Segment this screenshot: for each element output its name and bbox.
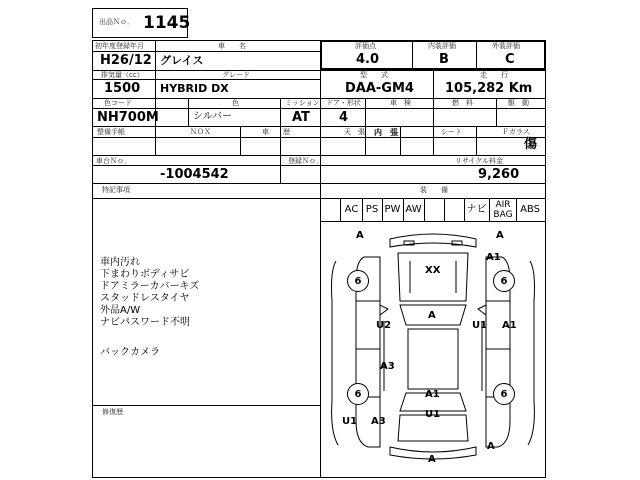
damage-trunk: A1 <box>425 389 440 400</box>
equip-aw: AW <box>405 204 422 215</box>
damage-roof: A <box>428 310 436 321</box>
damage-hood: XX <box>425 265 441 276</box>
displacement-value: 1500 <box>104 81 141 96</box>
label-registration-no: 登録Ｎｏ． <box>288 157 323 165</box>
equip-ac: AC <box>344 204 359 215</box>
damage-front-fender-right: A1 <box>486 252 501 263</box>
label-seat: シート <box>441 128 462 136</box>
remark-2: 下まわりボディサビ <box>100 269 190 280</box>
recycle-fee-value: 9,260 <box>478 167 520 182</box>
label-sunroof: 天 張 <box>344 128 365 136</box>
wheel-rear-right: 6 <box>493 383 515 405</box>
reg-year-value: H26/12 <box>100 53 152 68</box>
lot-number-box <box>92 8 191 38</box>
label-equipment: 装 備 <box>420 186 448 194</box>
doors-value: 4 <box>339 110 349 125</box>
label-remarks: 特記事項 <box>102 186 130 194</box>
damage-rear-left-1: U1 <box>342 416 358 427</box>
damage-rear-right: A <box>487 441 495 452</box>
damage-door-left: U2 <box>376 320 392 331</box>
damage-side-right: A1 <box>502 320 517 331</box>
equip-airbag: AIR BAG <box>493 200 513 220</box>
label-color: 色 <box>232 99 239 107</box>
label-doors: ドア・形状 <box>326 99 361 107</box>
label-nox: ＮＯＸ <box>190 128 211 136</box>
car-name-value: グレイス <box>160 54 204 67</box>
remark-1: 車内汚れ <box>100 257 140 268</box>
damage-rear-bumper: U1 <box>425 409 441 420</box>
lot-value: 1145 <box>143 13 191 33</box>
exterior-value: C <box>505 52 515 67</box>
equip-ps: PS <box>365 204 379 215</box>
equip-pw: PW <box>384 204 401 215</box>
remark-3: ドアミラーカバーキズ <box>100 281 200 292</box>
score-value: 4.0 <box>356 52 380 67</box>
label-manual: 整備手帳 <box>97 128 125 136</box>
color-value: シルバー <box>193 111 233 122</box>
label-grade: グレード <box>222 71 250 79</box>
label-color-code: 色コード <box>104 99 132 107</box>
label-mission: ミッション <box>285 99 320 107</box>
remark-5: 外品A/W <box>100 305 141 316</box>
equip-abs: ABS <box>520 204 540 215</box>
label-fglass: Ｆガラス <box>502 128 530 136</box>
wheel-rear-left: 6 <box>347 383 369 405</box>
mission-value: AT <box>292 110 310 125</box>
remark-7: バックカメラ <box>100 347 160 358</box>
label-chassis-no: 車台Ｎｏ． <box>96 157 131 165</box>
label-recycle-fee: リサイクル料金 <box>455 157 504 165</box>
mileage-value: 105,282 Km <box>445 81 533 96</box>
label-exterior: 外装評価 <box>492 42 520 50</box>
model-value: DAA-GM4 <box>345 81 414 96</box>
label-model: 型 式 <box>360 71 388 79</box>
label-inspection: 車 検 <box>390 99 411 107</box>
label-fuel: 燃 料 <box>452 99 473 107</box>
damage-front-right-top: A <box>496 230 504 241</box>
damage-front-left-top: A <box>356 230 364 241</box>
remark-4: スタッドレスタイヤ <box>100 293 190 304</box>
interior-value: B <box>439 52 449 67</box>
damage-rear-door-left: A3 <box>380 361 395 372</box>
wheel-front-left: 6 <box>347 270 369 292</box>
label-displacement: 排気量（cc） <box>101 71 144 79</box>
label-reg-year: 初年度登録年月 <box>95 42 144 50</box>
fglass-value: 傷 <box>524 137 538 152</box>
car-diagram <box>320 221 546 478</box>
label-history: 車 歴 <box>262 128 290 136</box>
label-repair-history: 修復歴 <box>102 408 123 416</box>
grade-value: HYBRID DX <box>160 82 229 95</box>
equip-navi: ナビ <box>466 204 487 215</box>
chassis-no-value: -1004542 <box>160 167 229 182</box>
label-mileage: 走 行 <box>480 71 508 79</box>
label-drive: 駆 動 <box>508 99 529 107</box>
label-car-name: 車 名 <box>218 42 246 50</box>
label-interior-trim: 内 張 <box>374 128 398 137</box>
color-code-value: NH700M <box>97 110 159 125</box>
remark-6: ナビパスワード不明 <box>100 317 190 328</box>
wheel-front-right: 6 <box>493 270 515 292</box>
lot-label: 出品Ｎｏ． <box>99 18 134 26</box>
damage-bottom: A <box>428 454 436 465</box>
damage-rear-left-2: A3 <box>371 416 386 427</box>
label-score: 評価点 <box>355 42 376 50</box>
label-interior: 内装評価 <box>428 42 456 50</box>
damage-door-right: U1 <box>472 320 488 331</box>
